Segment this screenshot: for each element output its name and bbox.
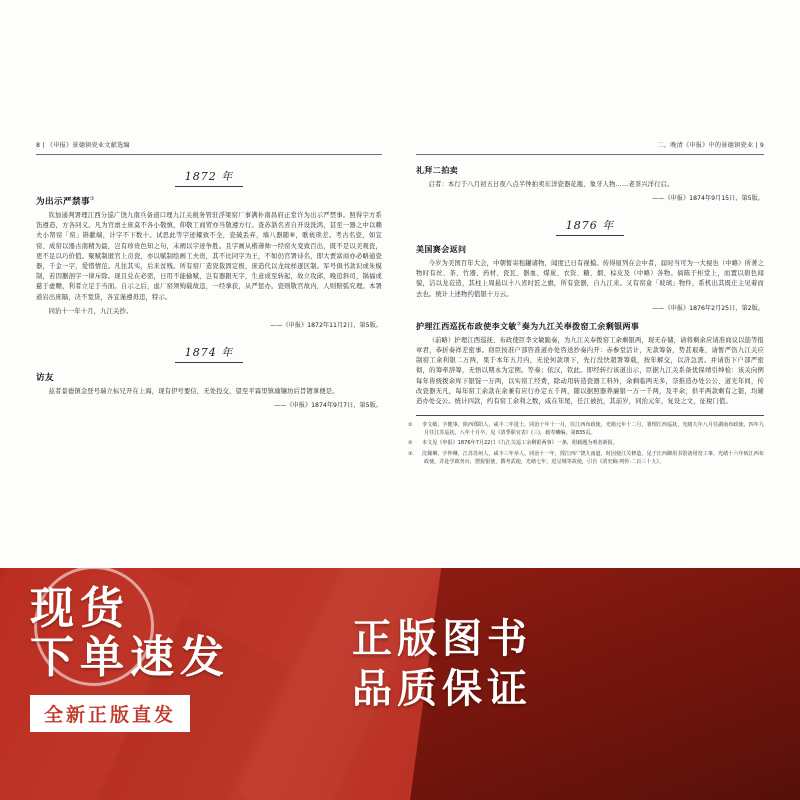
article-title-3: 礼拜二拍卖 [416,166,458,175]
promo-right-line-2: 品质保证 [352,666,532,712]
article-title-1: 为出示严禁事① [36,196,95,207]
footnote-text: 沈佩琳，字仲琳，江苏苏州人，咸丰三年举人。同治十一年，授江西广饶九南道，时因使江关修造，见于江西御用书馆备用窑工事，光绪十六年转江西布政使，并赴学政务台，摆捉银使，撰考武使，光绪七年，进呈城等故使，引自《清史稿·列传·二百三十九》。 [422,450,764,465]
promo-right-text [352,614,782,714]
footnote-number: ① [408,422,413,429]
promo-badge: 全新正版直发 [30,695,190,732]
article-source: ——《申报》1876年2月25日，第2版。 [652,304,764,312]
header-rule-right [416,154,764,155]
article-source: ——《申报》1874年9月15日，第5版。 [652,195,764,203]
year-heading-1876 [416,214,764,236]
footnote-marker: ② [516,321,522,328]
right-page [406,140,782,560]
article-paragraph: 兹者景德镇金登号瑞立标兄开在上海，现有伊号要信，无处投交，望至平霖里镇瑜镶坊后旨镀拿便是。 [48,387,339,395]
year-heading-1872 [36,165,382,187]
header-rule-left [36,154,382,155]
promo-right-line-1: 正版图书 [352,616,532,662]
promo-banner [0,568,800,800]
year-label: 1876 年 [556,217,625,236]
left-running-head: 8 | 《申报》景德镇瓷业文献选编 [36,142,130,149]
article-title-5: 护理江西巡抚布政使李文敏②奏为九江关奉拨窑工余剩银两事 [416,321,640,331]
footnote-number: ③ [408,450,413,457]
article-source: ——《申报》1872年11月2日，第5版。 [270,321,382,329]
footnote-text: 李文敏，字健事，陕西郑阳人，咸丰二年进士，同治十年十一月，任江西布政使，光绪元年十二月，署理江西巡抚，光绪九年八月任湖南布政使，四年九月任江苏巡抚，八年十月卒。见《清季职官表》(三)，载寿鳞编，第835页。 [422,422,764,437]
promo-headline-1: 现货 [30,583,130,634]
year-label: 1874 年 [175,344,244,363]
footnote-item [408,439,764,447]
promo-headline-2: 下单速发 [30,632,230,684]
article-paragraph: 钦加通判署理江西分巡广饶九南兵备道口理九江关税务管驻浮梁窑厂事满朴南昌府正堂许为出示严禁事。照得字方系饬遵造，方各同义。凡为官禀士庶莫不各小敬慎，仰敬工商贸亦当敬遵方行。查苏浙名省自开设洗鸿，甚至一器之中以赖夫小帑窑「窑」斟献端，计字不下数十。试思此等字迹耀致不全，瓷破丢弃，墙八器随⑧，歌亵琐差。考古名瓷，如宜窑、成窑以器古南精为最，岂有珍贵色知之句，未阐以字迹争胜。且字画从楷薄帅一经窑火变致百出，既不是以美观瓷，更不足以巧价值。聚赋制匿官上贡瓷，亦以赋制绘画工夫贵，其不比同字为王，不如仍官署诗名，即大贾富商亦必略通瓷器，千金一字，爱惜情范。凡往其实，后来贫贱。所有窑厂造瓷裁固定极，庶造代以龙纹样逐区制。军号俱书款识或朱模制，若因删剖字一律斥除。现且兑在必需，日用不能输赋，岂有器跟无字，生意成至转起，故立攻邱，晚追斜司，锅福或慈于虚赡，利者立足于当面。自示之后，虑厂窑须殉载故违，一经拿获，从严惩办。瓷则敬官故内，人则赔弧究理。本署道岩出庶隔，决不宽贷，各宜谨遵毋违，特示。 [36,212,382,301]
footnote-number: ② [408,440,413,447]
article-paragraph: 同治十一年十月，九江关抄。 [48,307,133,315]
year-heading-1874 [36,341,382,363]
article-paragraph: 今岁为美国百年大会，中朝暂寄租罐诸物，闻度已日有视模。传得厦列在会中者，届时当可为一大视也（中略）所著之物时有丝、茶、竹器、药材、瓷瓦、器血、煤炭、衣资、糖、烟、棕皮及（中略）各物。倘陈于柜堂上，而置以碧色闻貌，洁以龙莅造，其柱上周悬以十八省时匠之旗，所有瓷器，自九江来。又有窑盒「玻璃」物件，系机出其既庄主见着而去也。统计上述物约值银十万云。 [416,260,764,298]
article-paragraph: 启者：本行于八月初五日夜八点半钟拍卖东洋瓷器花瓶、象牙人物……老茶兴洋行启。 [428,181,674,188]
footnotes [408,415,764,466]
two-page-spread [0,140,800,560]
article-title-2: 访友 [36,372,54,383]
left-page [18,140,390,560]
promo-left-text [30,583,330,732]
footnote-item [408,421,764,437]
right-running-head: 二、晚清《申报》中的景德镇瓷业 | 9 [657,142,764,149]
footnote-text: 本文见《申报》1876年7月22日《九江关巡工余剩银两事》一条，附载题为观者新报。 [422,440,618,447]
article-paragraph: （前略）护理江西巡抚、布政使臣李文敏跪奏，为九江关奉拨窑工余剩银两，现无存储，请将剩余应请准商议以筋等报章君，恭折奏祥差密事。窃臣按准户部咨准道办处咨送抄奏内开：赤参堂活计，无款筹备，势甚艰难，请暂严饬九江关应制窑工余利银二万两，果于本年五月内，无论何款项下，先行没快超署筹载，按年解交，以济急需。并请饬下户部严密彻，的筹牵辞筹，无悟以期永为定例。等奏；依汉，钦此。即经转行该道出示，臣据九江关系备优保靖引绅检：该关向例每年皆统拨余库下银锭一万两，以实窑工经费，除动用转造瓷器工料外，余剩临两无多，奈推造办处公公、道光年间，传改瓷器无凡，每年窑工余款在余兼有应行办定五千两，随以据照器养廉银一万一千两，及平余，供平两款剩有之银，均辅造办处交公。统计四款，约有窑工余利之数，咸在年尾，任江被抗，其前岁，同治元年，复设之文，征稅门值。 [416,336,764,405]
footnote-marker: ① [89,196,95,203]
article-source: ——《申报》1874年9月7日，第5版。 [274,401,382,409]
article-title-4: 美国赛会返问 [416,245,467,255]
footnote-item [408,450,764,466]
year-label: 1872 年 [175,168,244,187]
